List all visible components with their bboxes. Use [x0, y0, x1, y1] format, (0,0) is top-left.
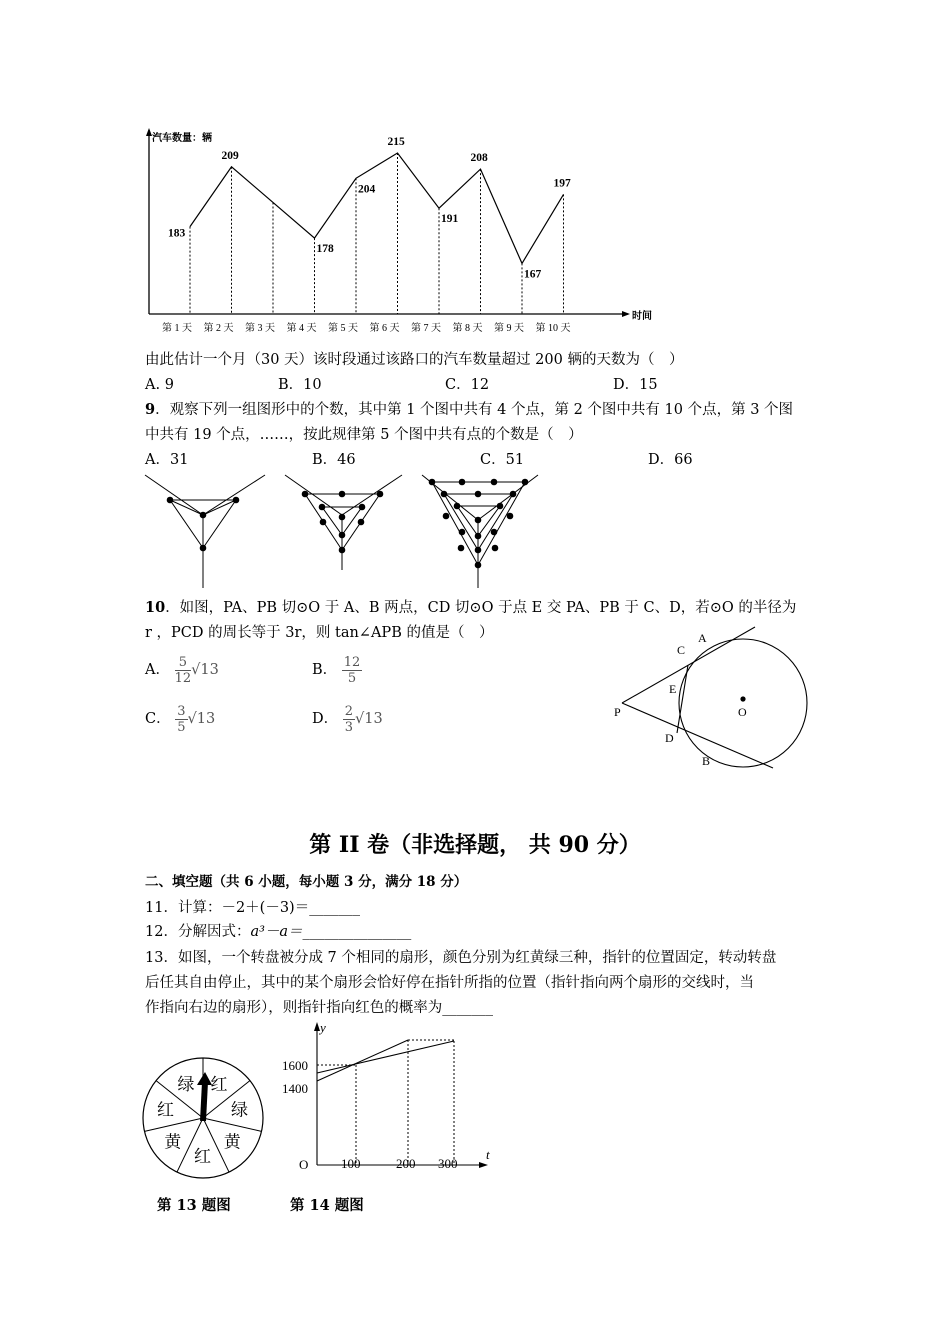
circle-o	[679, 639, 807, 767]
label-e: E	[669, 682, 677, 696]
center-o	[740, 696, 745, 701]
data-label: 204	[358, 183, 376, 196]
x-tick-label: 第 9 天	[494, 323, 524, 334]
sector-label: 红	[194, 1147, 211, 1166]
data-label: 191	[441, 213, 459, 226]
label-b: B	[702, 754, 711, 768]
q14-graph	[280, 1015, 510, 1180]
x-axis-label: 时间	[632, 311, 652, 322]
q10-tangent-figure	[605, 620, 820, 780]
q10-option-b: B． $\frac{12}{5}$	[312, 654, 361, 686]
q9-dot-figures	[140, 470, 560, 595]
section-2-title: 第 II 卷（非选择题， 共 90 分）	[309, 832, 641, 858]
q9-number: 9	[145, 401, 156, 418]
q8-option-b: B．10	[278, 377, 322, 393]
sector-label: 绿	[231, 1100, 249, 1120]
data-label: 209	[221, 149, 239, 162]
q10-line1	[145, 596, 796, 620]
q8-stem: 由此估计一个月（30 天）该时段通过该路口的汽车数量超过 200 辆的天数为（ ）	[145, 352, 684, 368]
q10-number: 10	[145, 599, 166, 616]
q10-option-a: A． $\frac{5}{12}$ √13	[145, 654, 219, 686]
traffic-line-chart	[130, 122, 670, 340]
q8-option-d: D．15	[613, 377, 658, 393]
line-2	[317, 1040, 408, 1081]
q10-text: ．如图，PA、PB 切⊙O 于 A、B 两点，CD 切⊙O 于点 E 交 PA、PB 于 C、D，若⊙O 的半径为	[165, 600, 797, 616]
q10-option-b-fraction: $\frac{12}{5}$	[343, 654, 361, 686]
q13-spinner	[140, 1055, 272, 1187]
sector-label: 绿	[177, 1074, 195, 1094]
line-1	[317, 1041, 454, 1073]
y-label: y	[320, 1020, 326, 1035]
label-a: A	[698, 631, 707, 645]
y-tick-1600: 1600	[282, 1058, 308, 1073]
q10-option-d-fraction: $\frac{2}{3}$	[344, 703, 354, 735]
x-tick-label: 第 10 天	[535, 323, 571, 334]
q10-option-a-fraction: $\frac{5}{12}$	[174, 654, 192, 686]
figure-1	[145, 475, 265, 588]
q10-line2: r ，PCD 的周长等于 3r，则 tan∠APB 的值是（ ）	[145, 625, 494, 641]
data-label: 167	[524, 268, 542, 281]
q9-option-d: D．66	[648, 452, 693, 468]
label-p: P	[614, 705, 621, 719]
q13-line3: 作指向右边的扇形），则指针指向红色的概率为_______	[145, 1000, 493, 1016]
x-tick-100: 100	[341, 1156, 361, 1171]
q9-line1	[145, 398, 793, 422]
sector-label: 红	[210, 1074, 228, 1094]
x-tick-200: 200	[396, 1156, 416, 1171]
q9-option-c: C．51	[480, 452, 525, 468]
label-o: O	[738, 705, 747, 719]
q9-line2: 中共有 19 个点，……，按此规律第 5 个图中共有点的个数是（ ）	[145, 427, 583, 443]
x-tick-300: 300	[438, 1156, 458, 1171]
data-label: 208	[470, 152, 488, 165]
data-label: 197	[553, 177, 571, 190]
q10-option-c-fraction: $\frac{3}{5}$	[177, 703, 186, 735]
x-tick-label: 第 4 天	[286, 323, 317, 334]
data-label: 215	[387, 136, 405, 148]
x-tick-label: 第 6 天	[369, 323, 400, 334]
q9-option-a: A．31	[145, 452, 189, 468]
sector-divider	[203, 1118, 261, 1131]
sector-label: 红	[156, 1100, 174, 1120]
x-tick-label: 第 1 天	[162, 323, 192, 334]
sector-label: 黄	[223, 1132, 241, 1152]
figure-2	[285, 475, 402, 570]
label-d: D	[665, 731, 674, 745]
q8-option-c: C．12	[445, 377, 490, 393]
x-tick-label: 第 5 天	[328, 323, 358, 334]
data-label: 183	[168, 227, 186, 240]
q8-option-a: A. 9	[145, 377, 174, 393]
x-tick-label: 第 8 天	[452, 323, 483, 334]
x-tick-label: 第 3 天	[245, 323, 275, 334]
sector-divider	[145, 1118, 203, 1131]
q11-text: 11．计算：－2＋(－3)＝_______	[145, 900, 360, 916]
q12-text: 12．分解因式：a³－a＝_______________	[145, 924, 412, 940]
q14-caption: 第 14 题图	[290, 1197, 364, 1214]
tangent-pb	[622, 703, 773, 768]
label-c: C	[677, 643, 686, 657]
figure-3-dots	[429, 479, 529, 569]
tangent-pa	[622, 627, 755, 703]
origin-label: O	[299, 1157, 309, 1172]
q13-caption: 第 13 题图	[157, 1197, 231, 1214]
y-axis-label: 汽车数量：辆	[152, 133, 212, 144]
x-label: t	[486, 1147, 490, 1162]
data-label: 178	[316, 243, 334, 256]
q10-option-d: D． $\frac{2}{3}$ √13	[312, 703, 383, 735]
section-2-heading: 二、填空题（共 6 小题，每小题 3 分，满分 18 分）	[145, 874, 468, 890]
y-tick-1400: 1400	[282, 1081, 308, 1096]
traffic-series-line	[190, 153, 564, 263]
q13-line1: 13．如图，一个转盘被分成 7 个相同的扇形，颜色分别为红黄绿三种，指针的位置固定，转动转盘	[145, 950, 777, 966]
q9-text: ．观察下列一组图形中的个数，其中第 1 个图中共有 4 个点，第 2 个图中共有 10 个点，第 3 个图	[155, 402, 794, 418]
q9-option-b: B．46	[312, 452, 356, 468]
x-tick-label: 第 7 天	[411, 323, 441, 334]
x-tick-label: 第 2 天	[203, 323, 234, 334]
sector-label: 黄	[164, 1132, 182, 1152]
x-axis-arrow	[622, 311, 630, 317]
q10-option-c: C． $\frac{3}{5}$ √13	[145, 703, 216, 735]
q13-line2: 后任其自由停止，其中的某个扇形会恰好停在指针所指的位置（指针指向两个扇形的交线时，当	[145, 975, 754, 991]
